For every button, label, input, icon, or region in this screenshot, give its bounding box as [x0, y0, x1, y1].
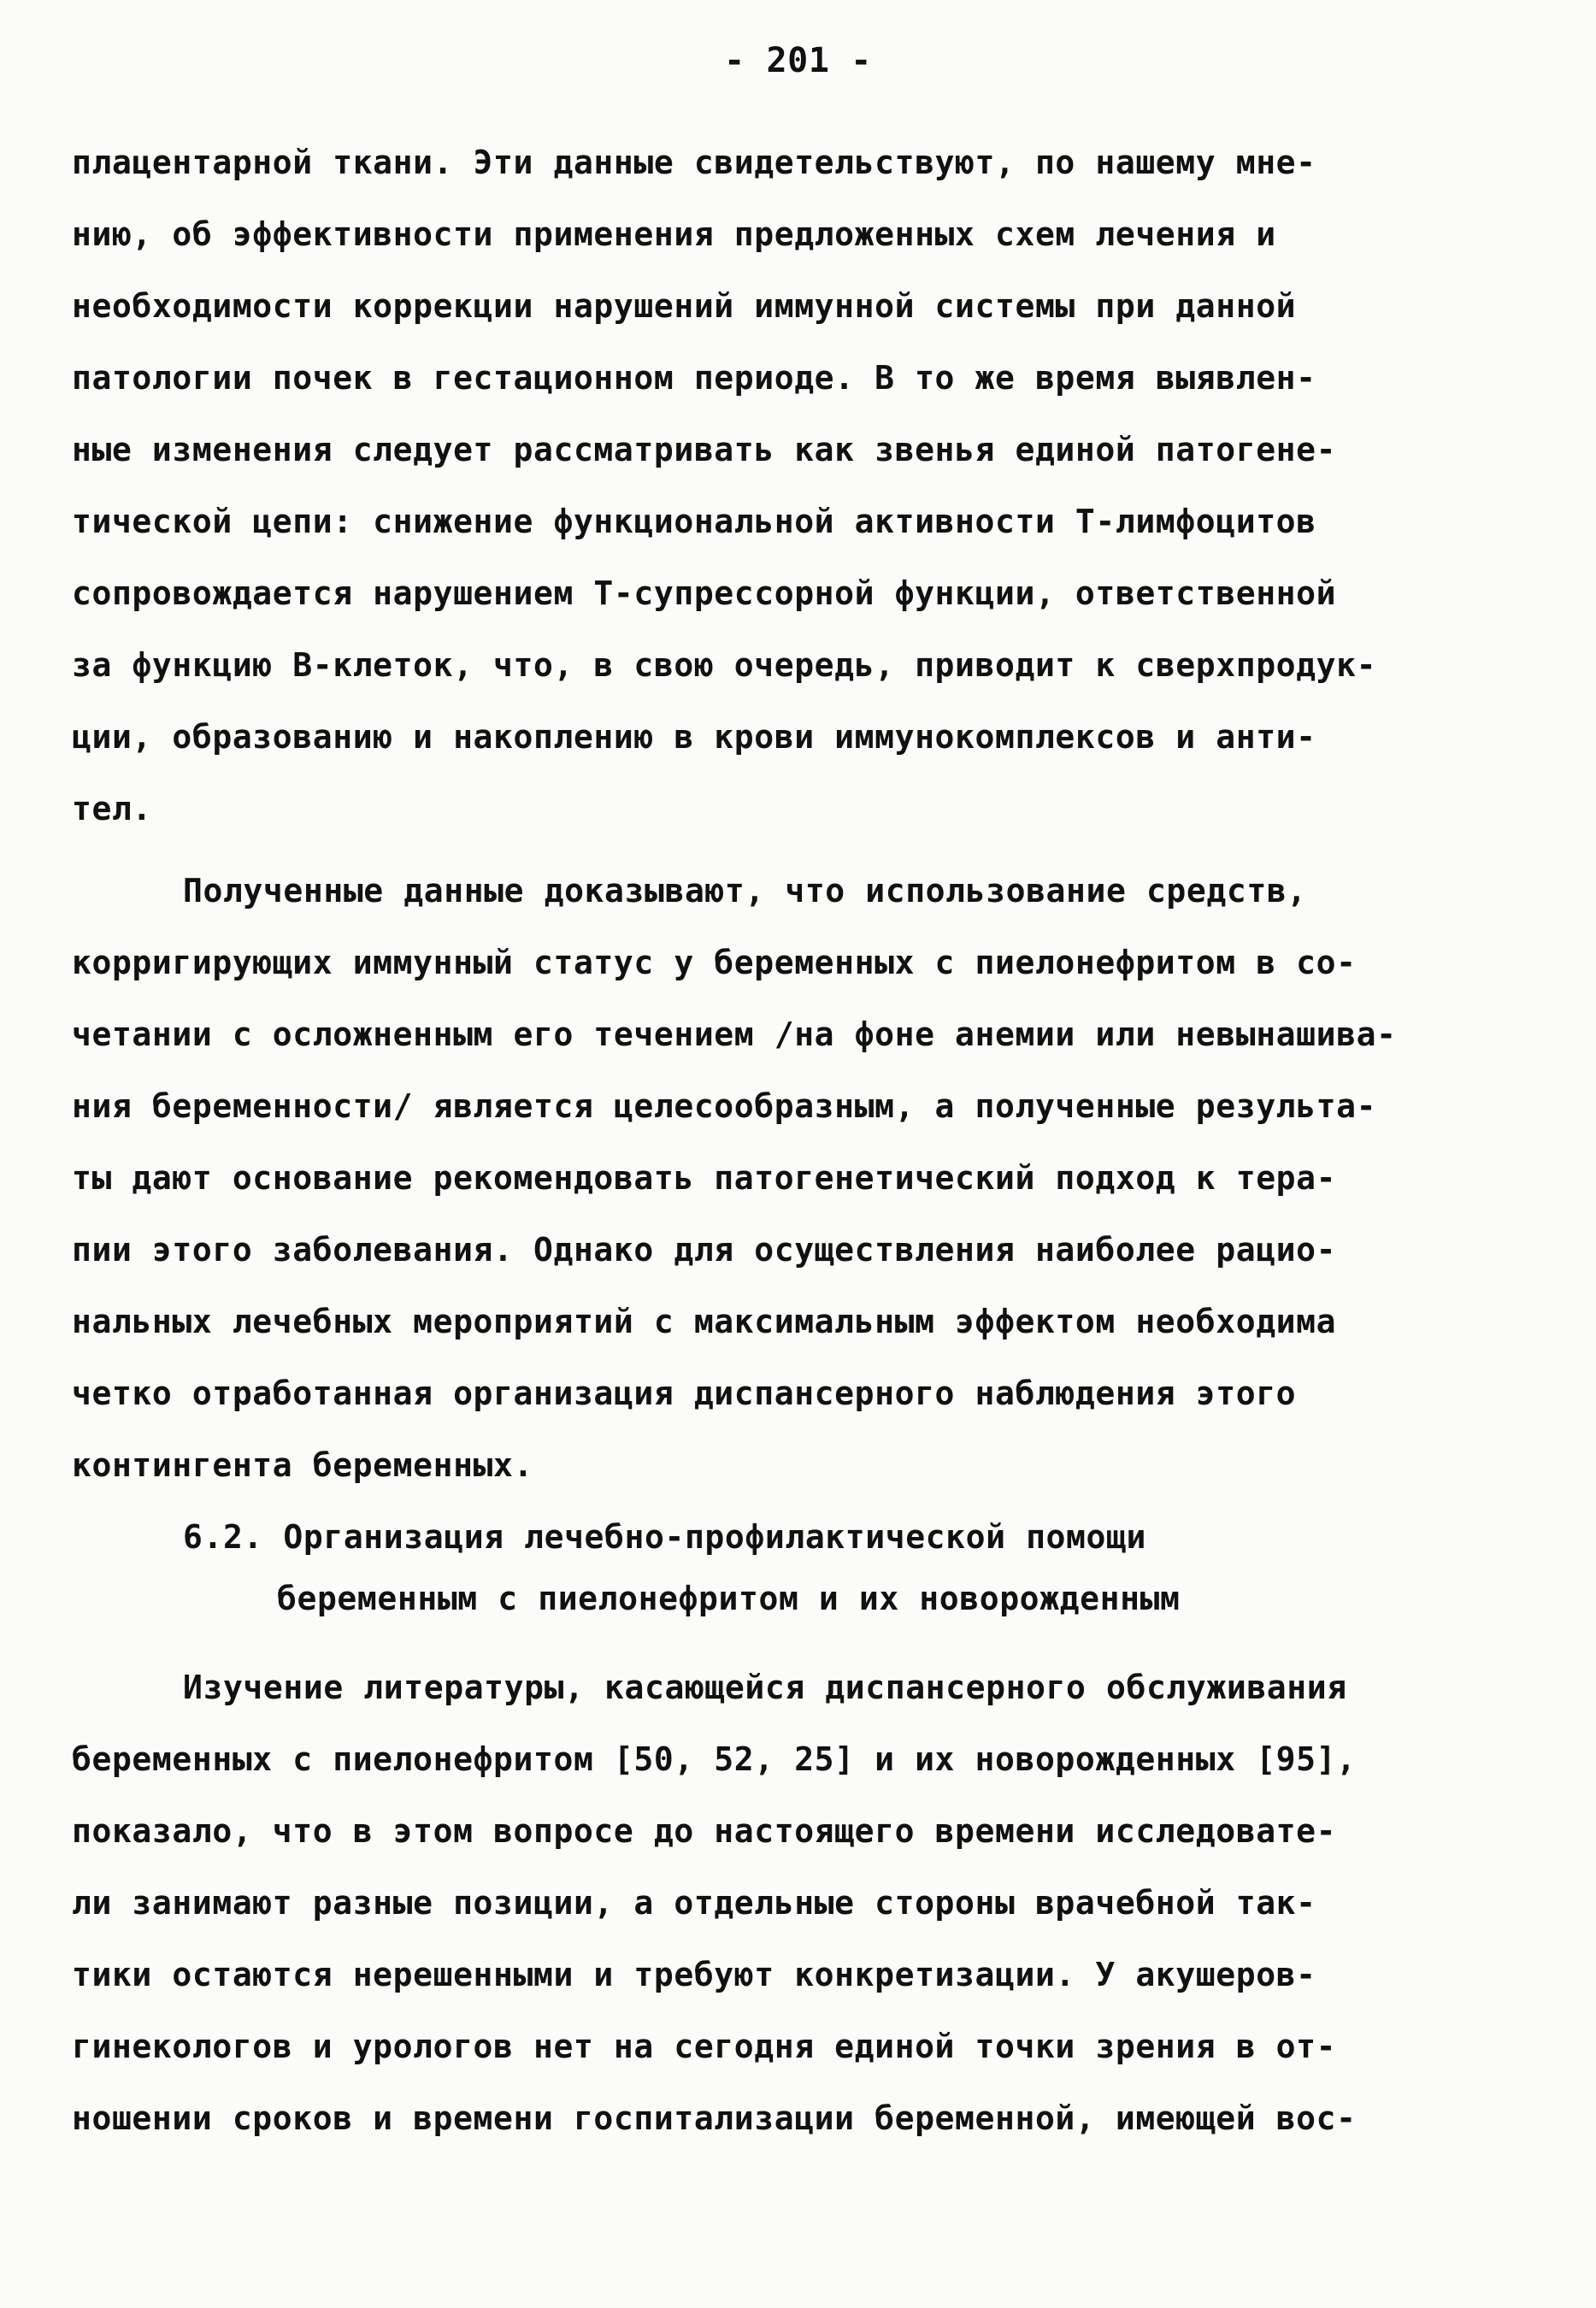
paragraph-3 [72, 1652, 1525, 2154]
text-line: тики остаются нерешенными и требуют конкретизации. У акушеров- [72, 1956, 1316, 1993]
text-line: ния беременности/ является целесообразным, а полученные результа- [72, 1087, 1377, 1125]
text-line: патологии почек в гестационном периоде. В то же время выявлен- [72, 359, 1316, 397]
section-heading-line: 6.2. Организация лечебно-профилактической помощи [183, 1518, 1146, 1556]
text-line: беременных с пиелонефритом [50, 52, 25] и их новорожденных [95], [72, 1740, 1357, 1778]
text-line: нальных лечебных мероприятий с максимальным эффектом необходима [72, 1303, 1337, 1340]
text-line: корригирующих иммунный статус у беременных с пиелонефритом в со- [72, 944, 1357, 981]
text-line: ли занимают разные позиции, а отдельные стороны врачебной так- [72, 1884, 1316, 1922]
paragraph-2 [72, 855, 1525, 1501]
paragraph-1 [72, 127, 1525, 845]
text-line: необходимости коррекции нарушений иммунной системы при данной [72, 287, 1297, 325]
text-line: пии этого заболевания. Однако для осуществления наиболее рацио- [72, 1231, 1337, 1269]
text-line: ты дают основание рекомендовать патогенетический подход к тера- [72, 1159, 1337, 1197]
text-line: тической цепи: снижение функциональной активности Т-лимфоцитов [72, 503, 1316, 540]
text-line: тел. [72, 790, 152, 827]
text-line: контингента беременных. [72, 1446, 533, 1484]
text-line: нию, об эффективности применения предложенных схем лечения и [72, 215, 1276, 253]
text-line: гинекологов и урологов нет на сегодня единой точки зрения в от- [72, 2028, 1337, 2065]
text-line: плацентарной ткани. Эти данные свидетельствуют, по нашему мне- [72, 144, 1316, 181]
section-heading-line: беременным с пиелонефритом и их новорожденным [277, 1580, 1181, 1617]
text-line: четании с осложненным его течением /на фоне анемии или невынашива- [72, 1016, 1397, 1053]
text-line: ции, образованию и накоплению в крови иммунокомплексов и анти- [72, 718, 1316, 756]
page-number: - 201 - [724, 41, 872, 80]
text-line: за функцию В-клеток, что, в свою очередь, приводит к сверхпродук- [72, 646, 1377, 684]
text-line: ношении сроков и времени госпитализации беременной, имеющей вос- [72, 2099, 1357, 2137]
section-heading [72, 1506, 1525, 1629]
text-line: Изучение литературы, касающейся диспансерного обслуживания [183, 1669, 1347, 1706]
text-line: сопровождается нарушением Т-супрессорной функции, ответственной [72, 574, 1337, 612]
text-line: четко отработанная организация диспансерного наблюдения этого [72, 1375, 1297, 1412]
text-line: ные изменения следует рассматривать как звенья единой патогене- [72, 431, 1337, 468]
text-line: Полученные данные доказывают, что использование средств, [183, 872, 1307, 910]
text-line: показало, что в этом вопросе до настоящего времени исследовате- [72, 1812, 1337, 1850]
